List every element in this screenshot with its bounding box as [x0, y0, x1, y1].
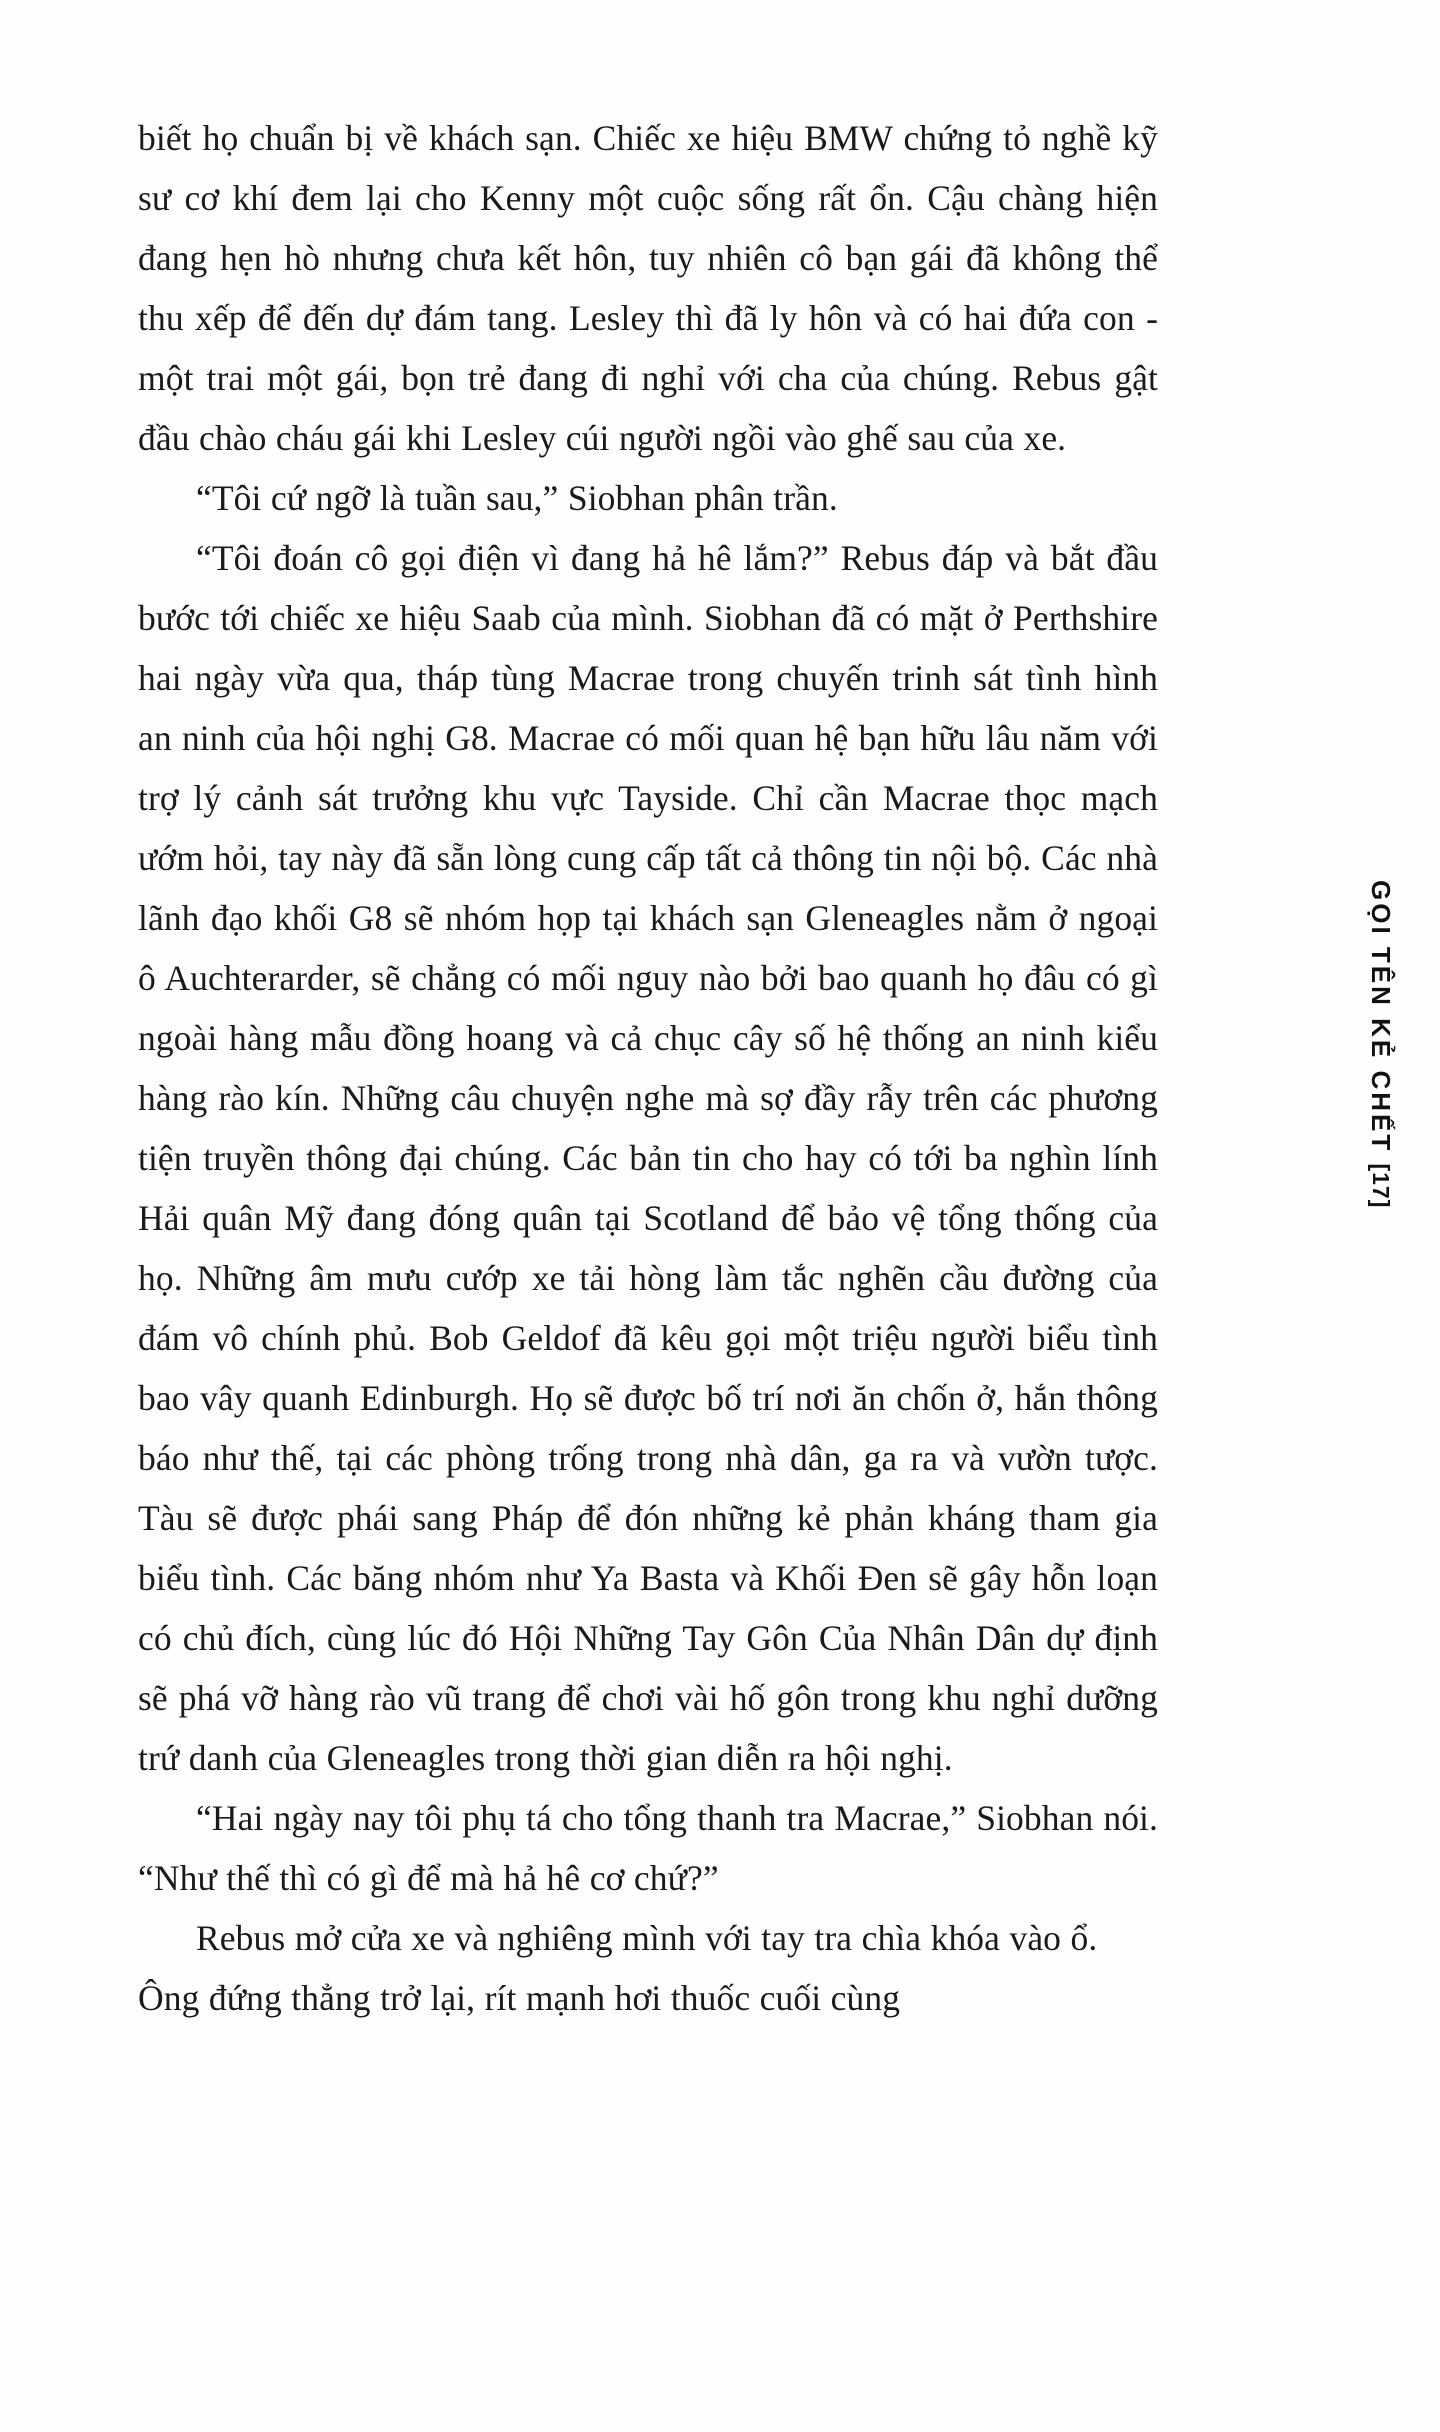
page-folio: [17] — [1368, 1163, 1394, 1209]
paragraph: biết họ chuẩn bị về khách sạn. Chiếc xe hiệu BMW chứng tỏ nghề kỹ sư cơ khí đem lại cho Kenny một cuộc sống rất ổn. Cậu chàng hiện đang hẹn hò nhưng chưa kết hôn, tuy nhiên cô bạn gái đã không thể thu xếp để đến dự đám tang. Lesley thì đã ly hôn và có hai đứa con - một trai một gái, bọn trẻ đang đi nghỉ với cha của chúng. Rebus gật đầu chào cháu gái khi Lesley cúi người ngồi vào ghế sau của xe. — [138, 118, 1158, 458]
body-text-column — [138, 108, 1158, 2028]
paragraph: “Tôi cứ ngỡ là tuần sau,” Siobhan phân trần. — [196, 478, 838, 518]
paragraph: Rebus mở cửa xe và nghiêng mình với tay tra chìa khóa vào ổ. Ông đứng thẳng trở lại, rít mạnh hơi thuốc cuối cùng — [138, 1918, 1098, 2018]
running-head — [1365, 880, 1396, 1208]
paragraph: “Hai ngày nay tôi phụ tá cho tổng thanh tra Macrae,” Siobhan nói. “Như thế thì có gì để mà hả hê cơ chứ?” — [138, 1798, 1158, 1898]
paragraph: “Tôi đoán cô gọi điện vì đang hả hê lắm?” Rebus đáp và bắt đầu bước tới chiếc xe hiệu Saab của mình. Siobhan đã có mặt ở Perthshire hai ngày vừa qua, tháp tùng Macrae trong chuyến trinh sát tình hình an ninh của hội nghị G8. Macrae có mối quan hệ bạn hữu lâu năm với trợ lý cảnh sát trưởng khu vực Tayside. Chỉ cần Macrae thọc mạch ướm hỏi, tay này đã sẵn lòng cung cấp tất cả thông tin nội bộ. Các nhà lãnh đạo khối G8 sẽ nhóm họp tại khách sạn Gleneagles nằm ở ngoại ô Auchterarder, sẽ chẳng có mối nguy nào bởi bao quanh họ đâu có gì ngoài hàng mẫu đồng hoang và cả chục cây số hệ thống an ninh kiểu hàng rào kín. Những câu chuyện nghe mà sợ đầy rẫy trên các phương tiện truyền thông đại chúng. Các bản tin cho hay có tới ba nghìn lính Hải quân Mỹ đang đóng quân tại Scotland để bảo vệ tổng thống của họ. Những âm mưu cướp xe tải hòng làm tắc nghẽn cầu đường của đám vô chính phủ. Bob Geldof đã kêu gọi một triệu người biểu tình bao vây quanh Edinburgh. Họ sẽ được bố trí nơi ăn chốn ở, hắn thông báo như thế, tại các phòng trống trong nhà dân, ga ra và vườn tược. Tàu sẽ được phái sang Pháp để đón những kẻ phản kháng tham gia biểu tình. Các băng nhóm như Ya Basta và Khối Đen sẽ gây hỗn loạn có chủ đích, cùng lúc đó Hội Những Tay Gôn Của Nhân Dân dự định sẽ phá vỡ hàng rào vũ trang để chơi vài hố gôn trong khu nghỉ dưỡng trứ danh của Gleneagles trong thời gian diễn ra hội nghị. — [138, 538, 1158, 1778]
running-head-title: GỌI TÊN KẺ CHẾT — [1366, 880, 1396, 1154]
